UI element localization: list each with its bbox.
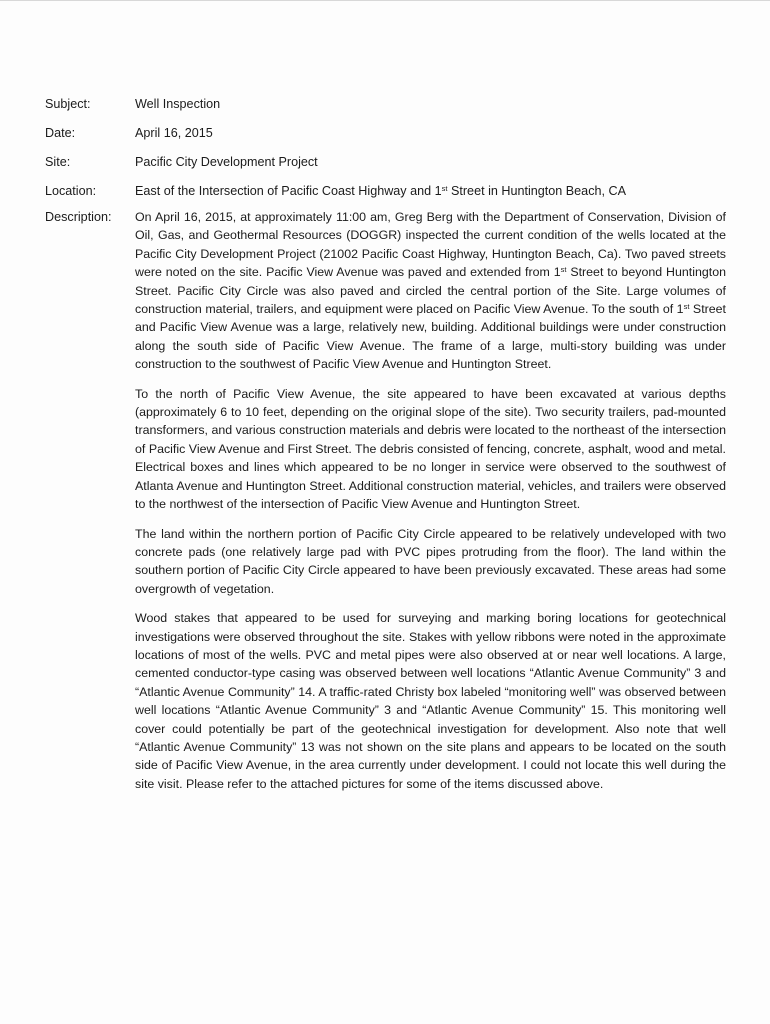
p1-text-a: On April 16, 2015, at approximately 11:00 am, Greg Berg with the Department of Conservation, Division of Oil, Gas, and Geothermal Resources (DOGGR) inspected the current condition of the wells located at the Pacific City Development Project (21002 Pacific Coast Highway, Huntington Beach, Ca). Two paved streets were noted on the site. Pacific View Avenue was paved and extended from 1 [135, 210, 726, 280]
description-label: Description: [45, 210, 112, 224]
location-label: Location: [45, 184, 97, 198]
location-superscript: st [441, 184, 448, 193]
location-text-start: East of the Intersection of Pacific Coast Highway and 1 [135, 184, 442, 198]
subject-label: Subject: [45, 97, 91, 111]
date-value: April 16, 2015 [135, 126, 213, 140]
p1-text-c: Street and Pacific View Avenue was a large, relatively new, building. Additional buildings were under construction along the south side of Pacific View Avenue. The frame of a large, multi-story building was under construction to the southwest of Pacific View Avenue and Huntington Street. [135, 302, 726, 372]
p1-superscript-1: st [560, 265, 567, 275]
site-label: Site: [45, 155, 71, 169]
location-value [135, 182, 735, 200]
location-text-end: Street in Huntington Beach, CA [447, 184, 626, 198]
p1-text-b: Street to beyond Huntington Street. Pacific City Circle was also paved and circled the central portion of the Site. Large volumes of construction material, trailers, and equipment were placed on Pacific View Avenue. To the south of 1 [135, 265, 726, 317]
description-paragraph-2: To the north of Pacific View Avenue, the site appeared to have been excavated at various depths (approximately 6 to 10 feet, depending on the original slope of the site). Two security trailers, pad-mounted transformers, and various construction materials and debris were located to the northeast of the intersection of Pacific View Avenue and First Street. The debris consisted of fencing, concrete, asphalt, wood and metal. Electrical boxes and lines which appeared to be no longer in service were observed to the southwest of Atlanta Avenue and Huntington Street. Additional construction material, vehicles, and trailers were observed to the northwest of the intersection of Pacific View Avenue and Huntington Street. [135, 386, 726, 512]
site-value: Pacific City Development Project [135, 155, 318, 169]
description-paragraph-1 [135, 208, 726, 374]
subject-value: Well Inspection [135, 97, 221, 111]
date-label: Date: [45, 126, 76, 140]
description-paragraph-4: Wood stakes that appeared to be used for surveying and marking boring locations for geotechnical investigations were observed throughout the site. Stakes with yellow ribbons were noted in the approximate locations of most of the wells. PVC and metal pipes were also observed at or near well locations. A large, cemented conductor-type casing was observed between well locations “Atlantic Avenue Community” 3 and “Atlantic Avenue Community” 14. A traffic-rated Christy box labeled “monitoring well” was observed between well locations “Atlantic Avenue Community” 3 and “Atlantic Avenue Community” 15. This monitoring well cover could potentially be part of the geotechnical investigation for development. Also note that well “Atlantic Avenue Community” 13 was not shown on the site plans and appears to be located on the south side of Pacific View Avenue, in the area currently under development. I could not locate this well during the site visit. Please refer to the attached pictures for some of the items discussed above. [135, 611, 726, 791]
description-paragraph-3: The land within the northern portion of Pacific City Circle appeared to be relatively undeveloped with two concrete pads (one relatively large pad with PVC pipes protruding from the floor). The land within the southern portion of Pacific City Circle appeared to have been previously excavated. These areas had some overgrowth of vegetation. [135, 526, 726, 596]
p1-superscript-2: st [683, 302, 690, 312]
description-body [135, 208, 726, 804]
